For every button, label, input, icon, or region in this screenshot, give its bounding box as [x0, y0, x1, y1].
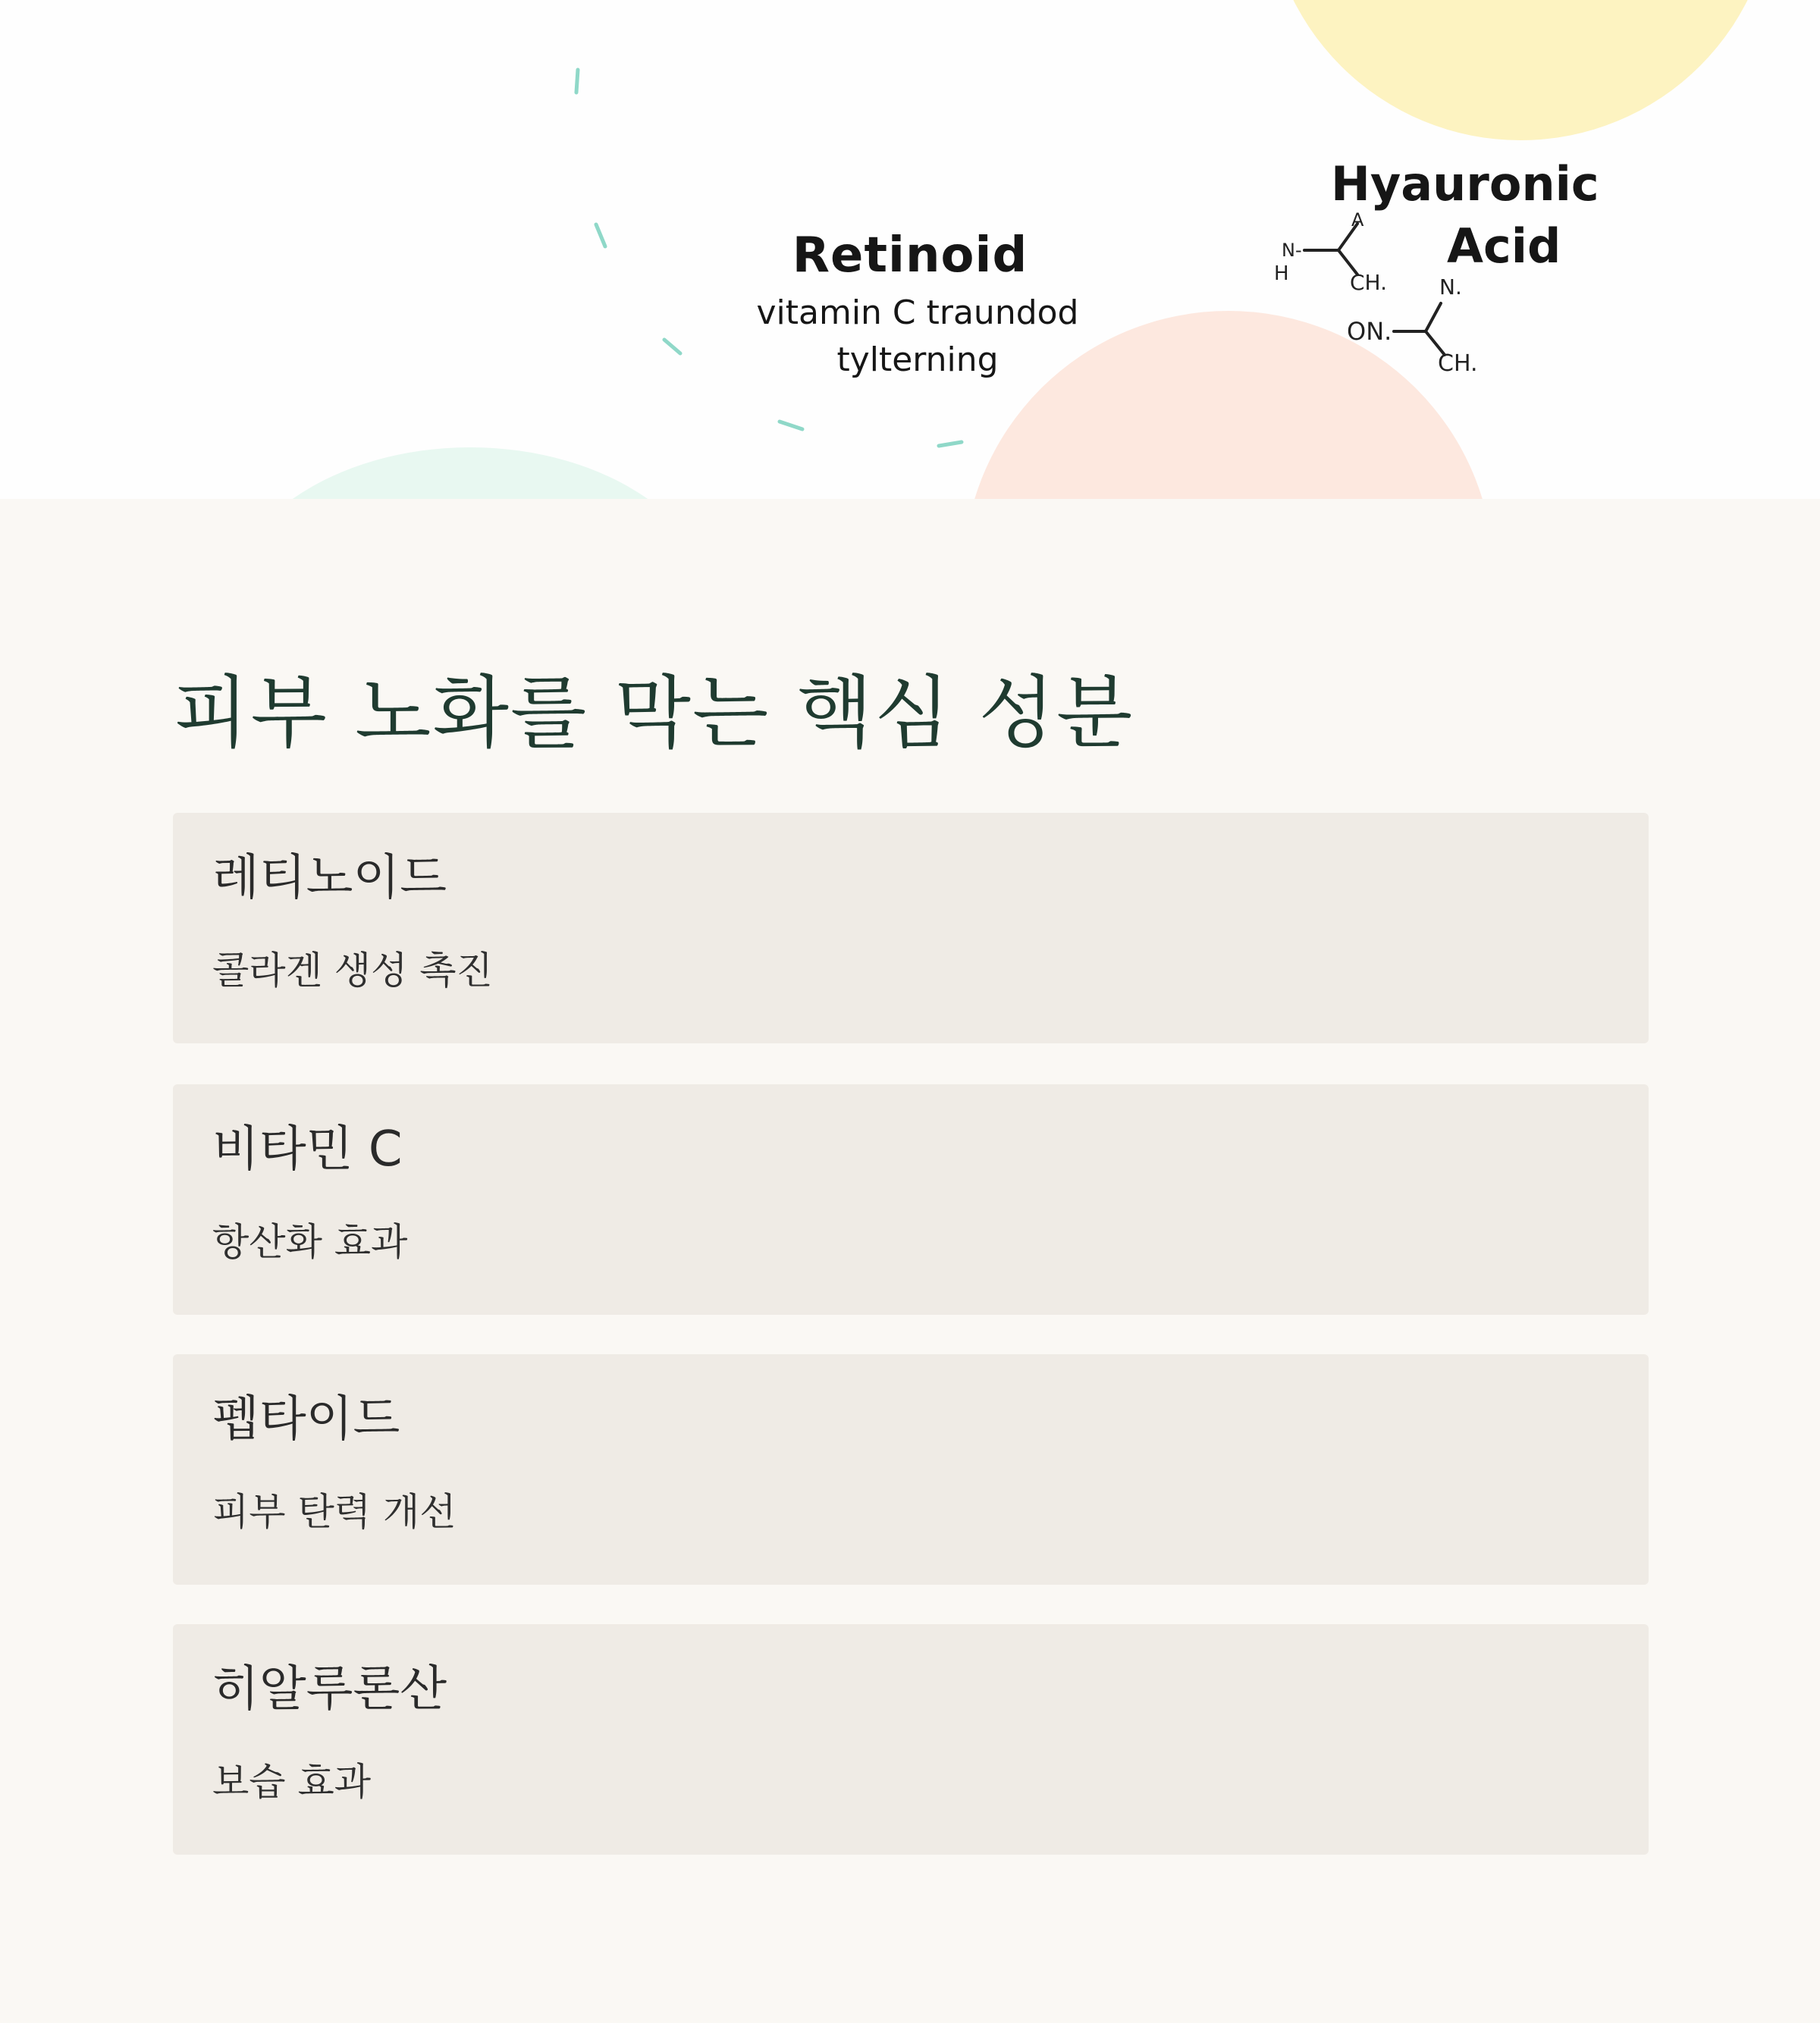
- ingredient-card-title: 비타민 C: [212, 1121, 403, 1178]
- ingredient-card-description: 콜라겐 생성 촉진: [212, 949, 493, 993]
- section-title: 피부 노화를 막는 핵심 성분: [173, 666, 1134, 759]
- retinoid-illustration-title: Retinoid: [792, 227, 1028, 284]
- molecule-label: N-: [1282, 240, 1302, 261]
- ingredient-card-hyaluronic-acid: [173, 1624, 1649, 1855]
- hyaluronic-illustration-title-line-1: Hyauronic: [1331, 156, 1599, 212]
- hyaluronic-illustration-title-line-2: Acid: [1447, 218, 1561, 274]
- hero-illustration: [0, 0, 1820, 499]
- ingredient-card-title: 레티노이드: [212, 850, 447, 906]
- molecule-label: CH.: [1438, 350, 1478, 377]
- ingredient-card-peptide: [173, 1354, 1649, 1585]
- ingredient-card-vitamin-c: [173, 1084, 1649, 1315]
- molecule-label: ON.: [1347, 317, 1392, 346]
- molecule-label: A: [1351, 209, 1364, 231]
- ingredient-card-description: 피부 탄력 개선: [212, 1490, 457, 1534]
- retinoid-illustration-subtitle: [728, 290, 1107, 384]
- ingredient-card-title: 펩타이드: [212, 1391, 400, 1447]
- mint-circle: [220, 447, 720, 499]
- molecule-label: H: [1274, 262, 1289, 285]
- ingredient-card-description: 항산화 효과: [212, 1220, 408, 1264]
- ingredient-card-retinoid: [173, 813, 1649, 1043]
- retinoid-subtitle-line-1: vitamin C traundod: [756, 293, 1079, 332]
- molecule-label: CH.: [1350, 270, 1388, 295]
- molecule-label: N.: [1439, 274, 1462, 300]
- ingredients-section: [0, 499, 1820, 2023]
- ingredient-card-title: 히알루론산: [212, 1661, 447, 1717]
- ingredient-card-description: 보습 효과: [212, 1760, 372, 1804]
- yellow-circle: [1266, 0, 1774, 140]
- retinoid-subtitle-line-2: tylterning: [836, 340, 999, 379]
